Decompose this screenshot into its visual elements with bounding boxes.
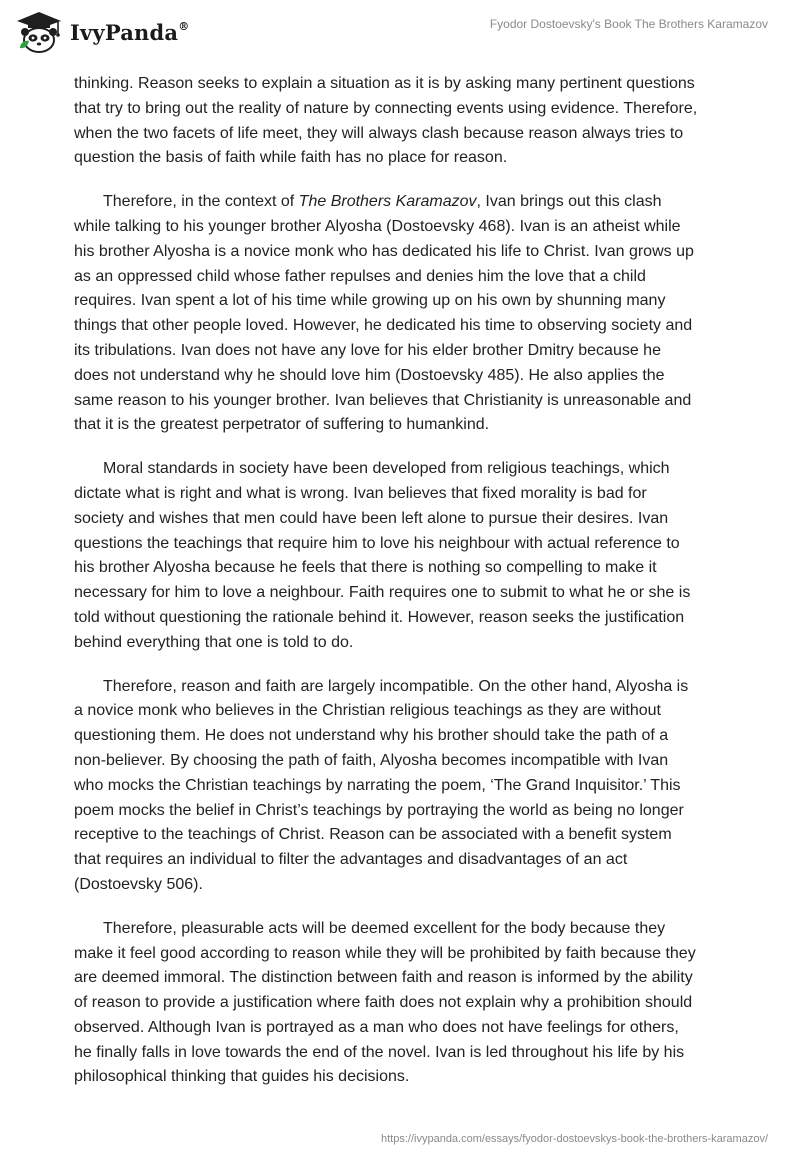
text-segment: when the two facets of life meet, they will always clash because reason always tries to bbox=[74, 124, 684, 142]
text-segment: questioning them. He does not understand why his brother should take the path of a bbox=[74, 727, 669, 745]
text-segment: does not understand why he should love him (Dostoevsky 485). He also applies the bbox=[74, 366, 665, 384]
page-header bbox=[0, 0, 800, 70]
text-segment: necessary for him to love a neighbour. Faith requires one to submit to what he or she is bbox=[74, 584, 691, 602]
text-segment: requires. Ivan spent a lot of his time while growing up on his own by shunning many bbox=[74, 292, 666, 310]
ivypanda-logo[interactable] bbox=[14, 10, 189, 54]
text-segment: receptive to the teachings of Christ. Reason can be associated with a benefit system bbox=[74, 826, 672, 844]
text-segment: Therefore, reason and faith are largely incompatible. On the other hand, Alyosha is bbox=[103, 677, 689, 695]
text-segment: philosophical thinking that guides his decisions. bbox=[74, 1068, 410, 1086]
paragraph bbox=[74, 917, 734, 1091]
paragraph bbox=[74, 72, 734, 171]
text-segment: its tribulations. Ivan does not have any love for his elder brother Dmitry because he bbox=[74, 341, 661, 359]
text-segment: non-believer. By choosing the path of faith, Alyosha becomes incompatible with Ivan bbox=[74, 751, 669, 769]
text-segment: society and wishes that men could have been left alone to pursue their desires. Ivan bbox=[74, 509, 669, 527]
text-segment: same reason to his younger brother. Ivan believes that Christianity is unreasonable and bbox=[74, 391, 692, 409]
text-segment: Moral standards in society have been developed from religious teachings, which bbox=[103, 460, 670, 478]
text-segment: questions the teachings that require him to love his neighbour with actual reference to bbox=[74, 534, 680, 552]
text-segment: , Ivan brings out this clash bbox=[476, 193, 662, 211]
text-segment: observed. Although Ivan is portrayed as a man who does not have feelings for others, bbox=[74, 1018, 679, 1036]
text-segment: that requires an individual to filter the advantages and disadvantages of an act bbox=[74, 851, 628, 869]
text-segment: while talking to his younger brother Alyosha (Dostoevsky 468). Ivan is an atheist while bbox=[74, 217, 681, 235]
text-segment: of reason to provide a justification where faith does not explain why a prohibition should bbox=[74, 994, 693, 1012]
text-segment: told without questioning the rationale behind it. However, reason seeks the justification bbox=[74, 608, 685, 626]
text-segment: that try to bring out the reality of nature by connecting events using evidence. Therefore, bbox=[74, 99, 698, 117]
text-segment: he finally falls in love towards the end of the novel. Ivan is led throughout his life by his bbox=[74, 1043, 685, 1061]
book-title: The Brothers Karamazov bbox=[298, 193, 477, 211]
brand-name: IvyPanda® bbox=[70, 19, 190, 45]
paragraph bbox=[74, 190, 734, 438]
text-segment: poem mocks the belief in Christ’s teachings by portraying the world as being no longer bbox=[74, 801, 684, 819]
text-segment: dictate what is right and what is wrong. Ivan believes that fixed morality is bad for bbox=[74, 484, 647, 502]
source-url[interactable]: https://ivypanda.com/essays/fyodor-dostoevskys-book-the-brothers-karamazov/ bbox=[381, 1133, 768, 1145]
text-segment: (Dostoevsky 506). bbox=[74, 875, 203, 893]
text-segment: are deemed immoral. The distinction between faith and reason is informed by the ability bbox=[74, 969, 693, 987]
text-segment: his brother Alyosha because he feels that there is nothing so compelling to make it bbox=[74, 559, 657, 577]
document-title: Fyodor Dostoevsky's Book The Brothers Karamazov bbox=[489, 17, 768, 31]
text-segment: Therefore, pleasurable acts will be deemed excellent for the body because they bbox=[103, 919, 666, 937]
text-segment: question the basis of faith while faith has no place for reason. bbox=[74, 149, 508, 167]
paragraph bbox=[74, 457, 734, 655]
paragraph bbox=[74, 675, 734, 898]
text-segment: that it is the greatest perpetrator of suffering to humankind. bbox=[74, 416, 490, 434]
text-segment: who mocks the Christian teachings by narrating the poem, ‘The Grand Inquisitor.’ This bbox=[74, 776, 681, 794]
essay-body bbox=[74, 72, 734, 1109]
panda-graduate-icon bbox=[14, 10, 64, 54]
text-segment: thinking. Reason seeks to explain a situation as it is by asking many pertinent questions bbox=[74, 75, 695, 92]
text-segment: his brother Alyosha is a novice monk who has dedicated his life to Christ. Ivan grows up bbox=[74, 242, 694, 260]
text-segment: a novice monk who believes in the Christian religious teachings as they are without bbox=[74, 702, 661, 720]
text-segment: as an oppressed child whose father repulses and denies him the love that a child bbox=[74, 267, 646, 285]
text-segment: behind everything that one is told to do. bbox=[74, 633, 354, 651]
text-segment: make it feel good according to reason while they will be prohibited by faith because they bbox=[74, 944, 696, 962]
text-segment: Therefore, in the context of bbox=[103, 193, 299, 211]
text-segment: things that other people loved. However, he dedicated his time to observing society and bbox=[74, 317, 693, 335]
